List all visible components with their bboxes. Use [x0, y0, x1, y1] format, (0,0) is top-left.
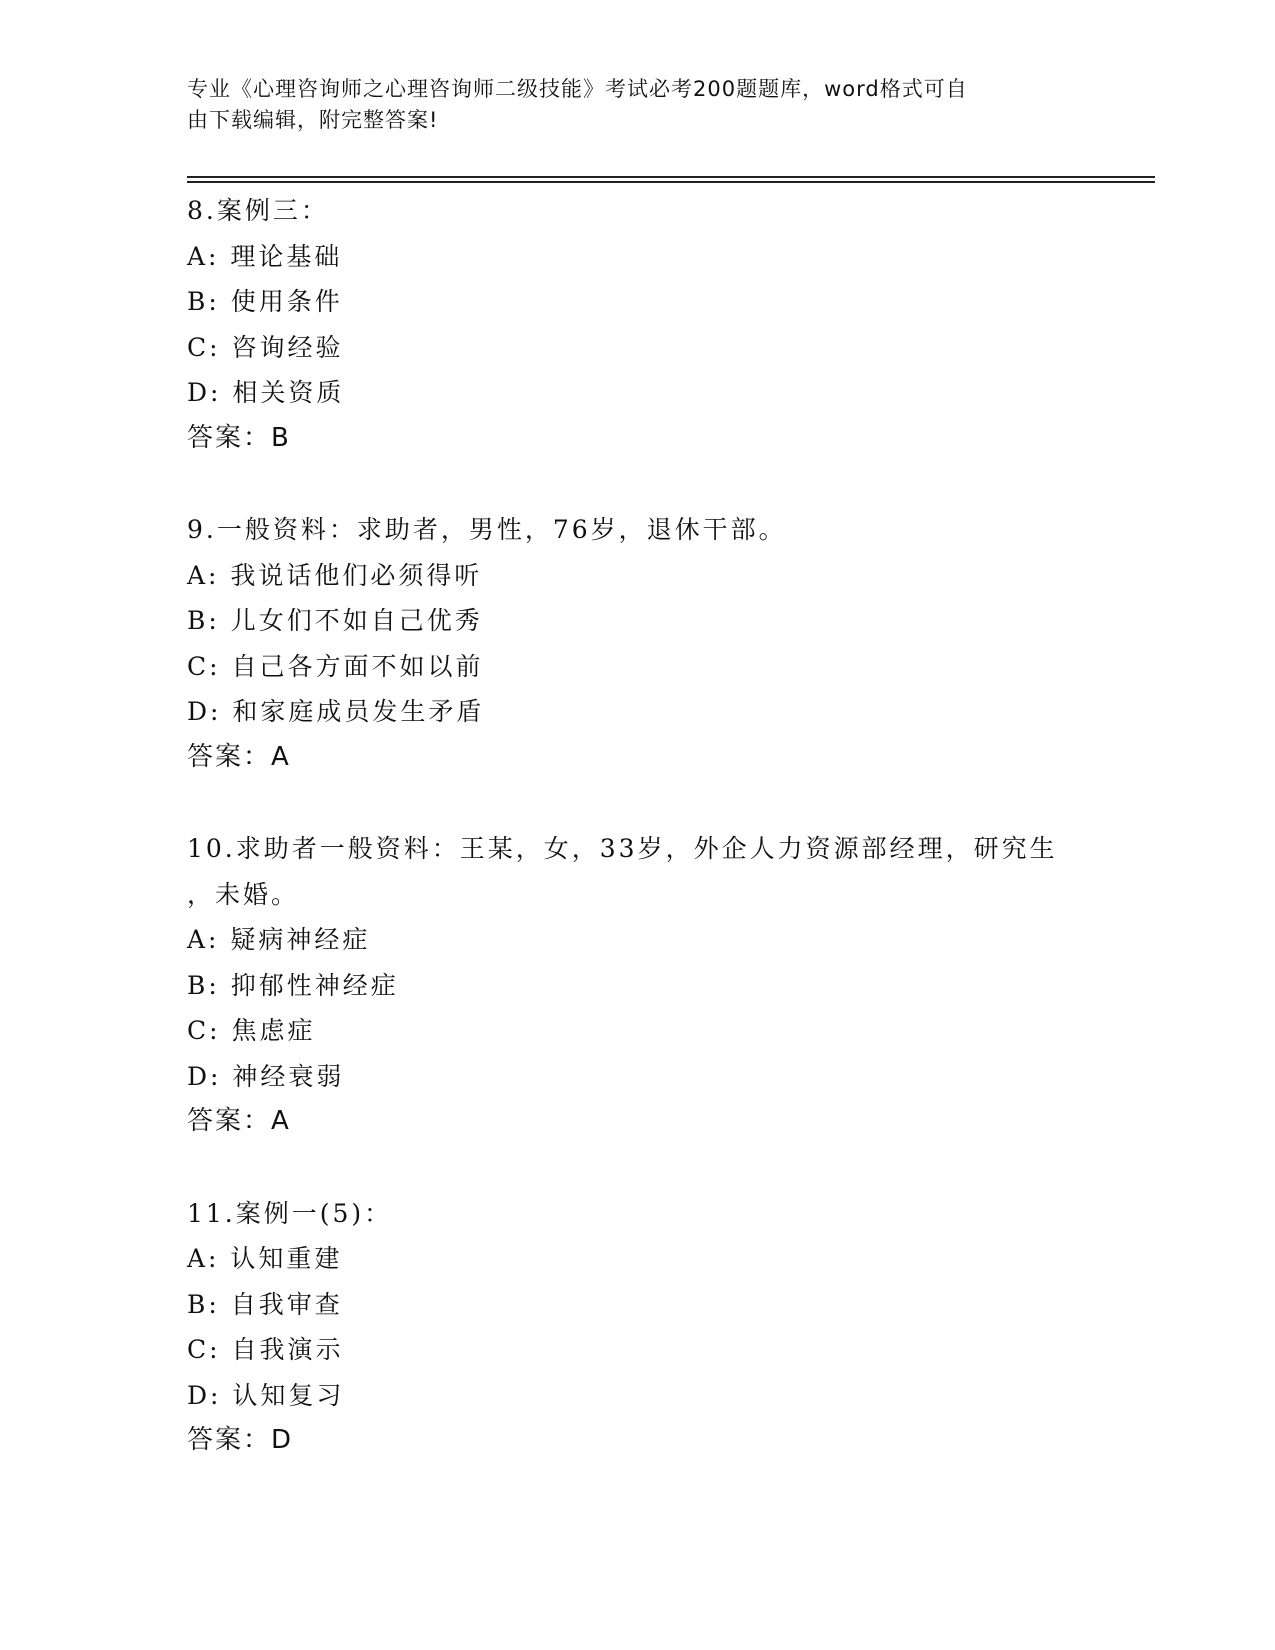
question-8 [187, 188, 1087, 461]
question-stem: 9.一般资料：求助者，男性，76岁，退休干部。 [187, 515, 787, 544]
option-a: A: 理论基础 [187, 241, 343, 271]
option-b: B: 自我审查 [187, 1289, 343, 1319]
option-c: C: 焦虑症 [187, 1016, 316, 1045]
option-a: A: 认知重建 [187, 1244, 343, 1273]
header-line-2: 由下载编辑，附完整答案! [187, 108, 439, 132]
option-b: B: 抑郁性神经症 [187, 970, 399, 1000]
header-divider-bottom [187, 181, 1155, 183]
option-d: D: 相关资质 [187, 378, 345, 407]
header-divider-top [187, 176, 1155, 178]
option-d: D: 和家庭成员发生矛盾 [187, 697, 485, 726]
option-a: A: 我说话他们必须得听 [187, 560, 483, 590]
option-b: B: 使用条件 [187, 287, 343, 316]
question-list [187, 188, 1087, 1510]
answer-line: 答案：A [187, 741, 291, 772]
header-line-1: 专业《心理咨询师之心理咨询师二级技能》考试必考200题题库，word格式可自 [187, 77, 968, 101]
question-10 [187, 826, 1087, 1145]
question-9 [187, 507, 1087, 780]
document-header [187, 74, 1067, 136]
answer-line: 答案：B [187, 422, 291, 453]
option-c: C: 自我演示 [187, 1335, 344, 1364]
option-d: D: 认知复习 [187, 1380, 345, 1410]
question-stem: 8.案例三： [187, 196, 329, 225]
option-c: C: 自己各方面不如以前 [187, 651, 484, 681]
question-stem: 10.求助者一般资料：王某，女，33岁，外企人力资源部经理，研究生 [187, 834, 1058, 863]
question-11 [187, 1191, 1087, 1464]
option-b: B: 儿女们不如自己优秀 [187, 606, 483, 635]
answer-line: 答案：D [187, 1425, 294, 1455]
option-c: C: 咨询经验 [187, 332, 344, 362]
option-a: A: 疑病神经症 [187, 925, 371, 954]
question-stem: 11.案例一(5)： [187, 1198, 393, 1228]
question-stem-continued: ，未婚。 [187, 879, 300, 909]
answer-line: 答案：A [187, 1106, 291, 1136]
option-d: D: 神经衰弱 [187, 1061, 345, 1091]
